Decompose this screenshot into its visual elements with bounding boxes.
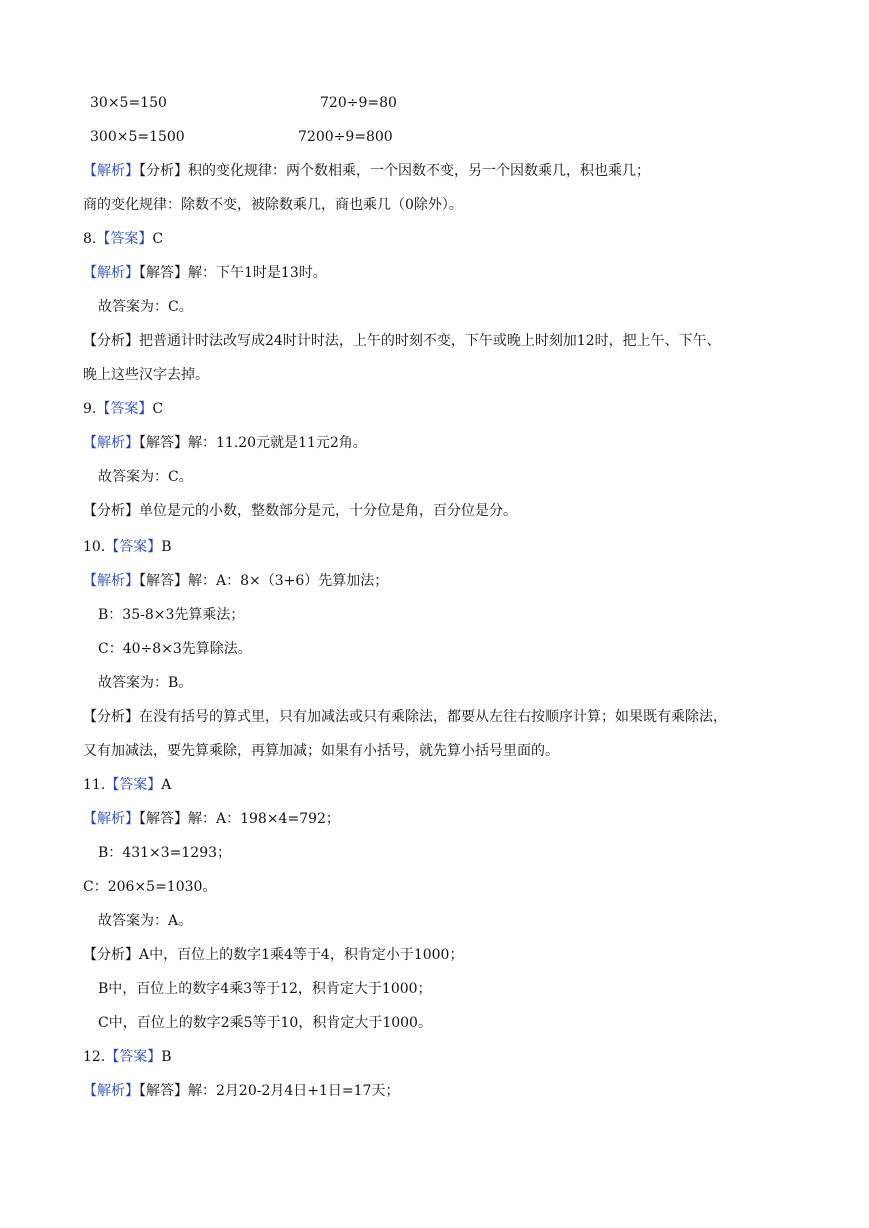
- q10-analysis-2: 又有加减法，要先算乘除，再算加减；如果有小括号，就先算小括号里面的。: [83, 743, 559, 759]
- equation-300x5: 300×5=1500: [90, 129, 185, 145]
- q8-answer: 8.【答案】C: [83, 231, 164, 247]
- q9-final: 故答案为：C。: [98, 469, 193, 485]
- q10-option-b: B：35-8×3先算乘法；: [98, 607, 245, 623]
- equation-30x5: 30×5=150: [90, 95, 167, 111]
- q11-answer: 11.【答案】A: [83, 777, 172, 793]
- q9-analysis: 【分析】单位是元的小数，整数部分是元，十分位是角，百分位是分。: [83, 503, 517, 519]
- q11-explanation: 【解析】【解答】解：A：198×4=792；: [83, 811, 340, 827]
- q11-analysis-2: B中，百位上的数字4乘3等于12，积肯定大于1000；: [98, 981, 432, 997]
- q9-answer: 9.【答案】C: [83, 401, 164, 417]
- q10-analysis-1: 【分析】在没有括号的算式里，只有加减法或只有乘除法，都要从左往右按顺序计算；如果既有乘除法，: [83, 709, 727, 725]
- q11-option-b: B：431×3=1293；: [98, 845, 232, 861]
- q8-final: 故答案为：C。: [98, 299, 193, 315]
- analysis-quotient-rule: 商的变化规律：除数不变，被除数乘几，商也乘几（0除外）。: [83, 197, 463, 213]
- analysis-product-rule: 【解析】【分析】积的变化规律：两个数相乘，一个因数不变，另一个因数乘几，积也乘几；: [83, 163, 650, 179]
- q11-analysis-3: C中，百位上的数字2乘5等于10，积肯定大于1000。: [98, 1015, 432, 1031]
- q8-analysis-2: 晚上这些汉字去掉。: [83, 367, 209, 383]
- q10-explanation: 【解析】【解答】解：A：8×（3+6）先算加法；: [83, 573, 389, 589]
- equation-720div9: 720÷9=80: [320, 95, 397, 111]
- q10-option-c: C：40÷8×3先算除法。: [98, 641, 252, 657]
- q8-analysis-1: 【分析】把普通计时法改写成24时计时法，上午的时刻不变，下午或晚上时刻加12时，把上午、下午、: [83, 333, 721, 349]
- q10-answer: 10.【答案】B: [83, 539, 172, 555]
- q8-explanation: 【解析】【解答】解：下午1时是13时。: [83, 265, 327, 281]
- q11-option-c: C：206×5=1030。: [83, 879, 217, 895]
- q12-answer: 12.【答案】B: [83, 1049, 172, 1065]
- q12-explanation: 【解析】【解答】解：2月20-2月4日+1日=17天；: [83, 1083, 400, 1099]
- q11-analysis-1: 【分析】A中，百位上的数字1乘4等于4，积肯定小于1000；: [83, 947, 464, 963]
- q10-final: 故答案为：B。: [98, 675, 193, 691]
- equation-7200div9: 7200÷9=800: [298, 129, 393, 145]
- q9-explanation: 【解析】【解答】解：11.20元就是11元2角。: [83, 435, 367, 451]
- q11-final: 故答案为：A。: [98, 913, 193, 929]
